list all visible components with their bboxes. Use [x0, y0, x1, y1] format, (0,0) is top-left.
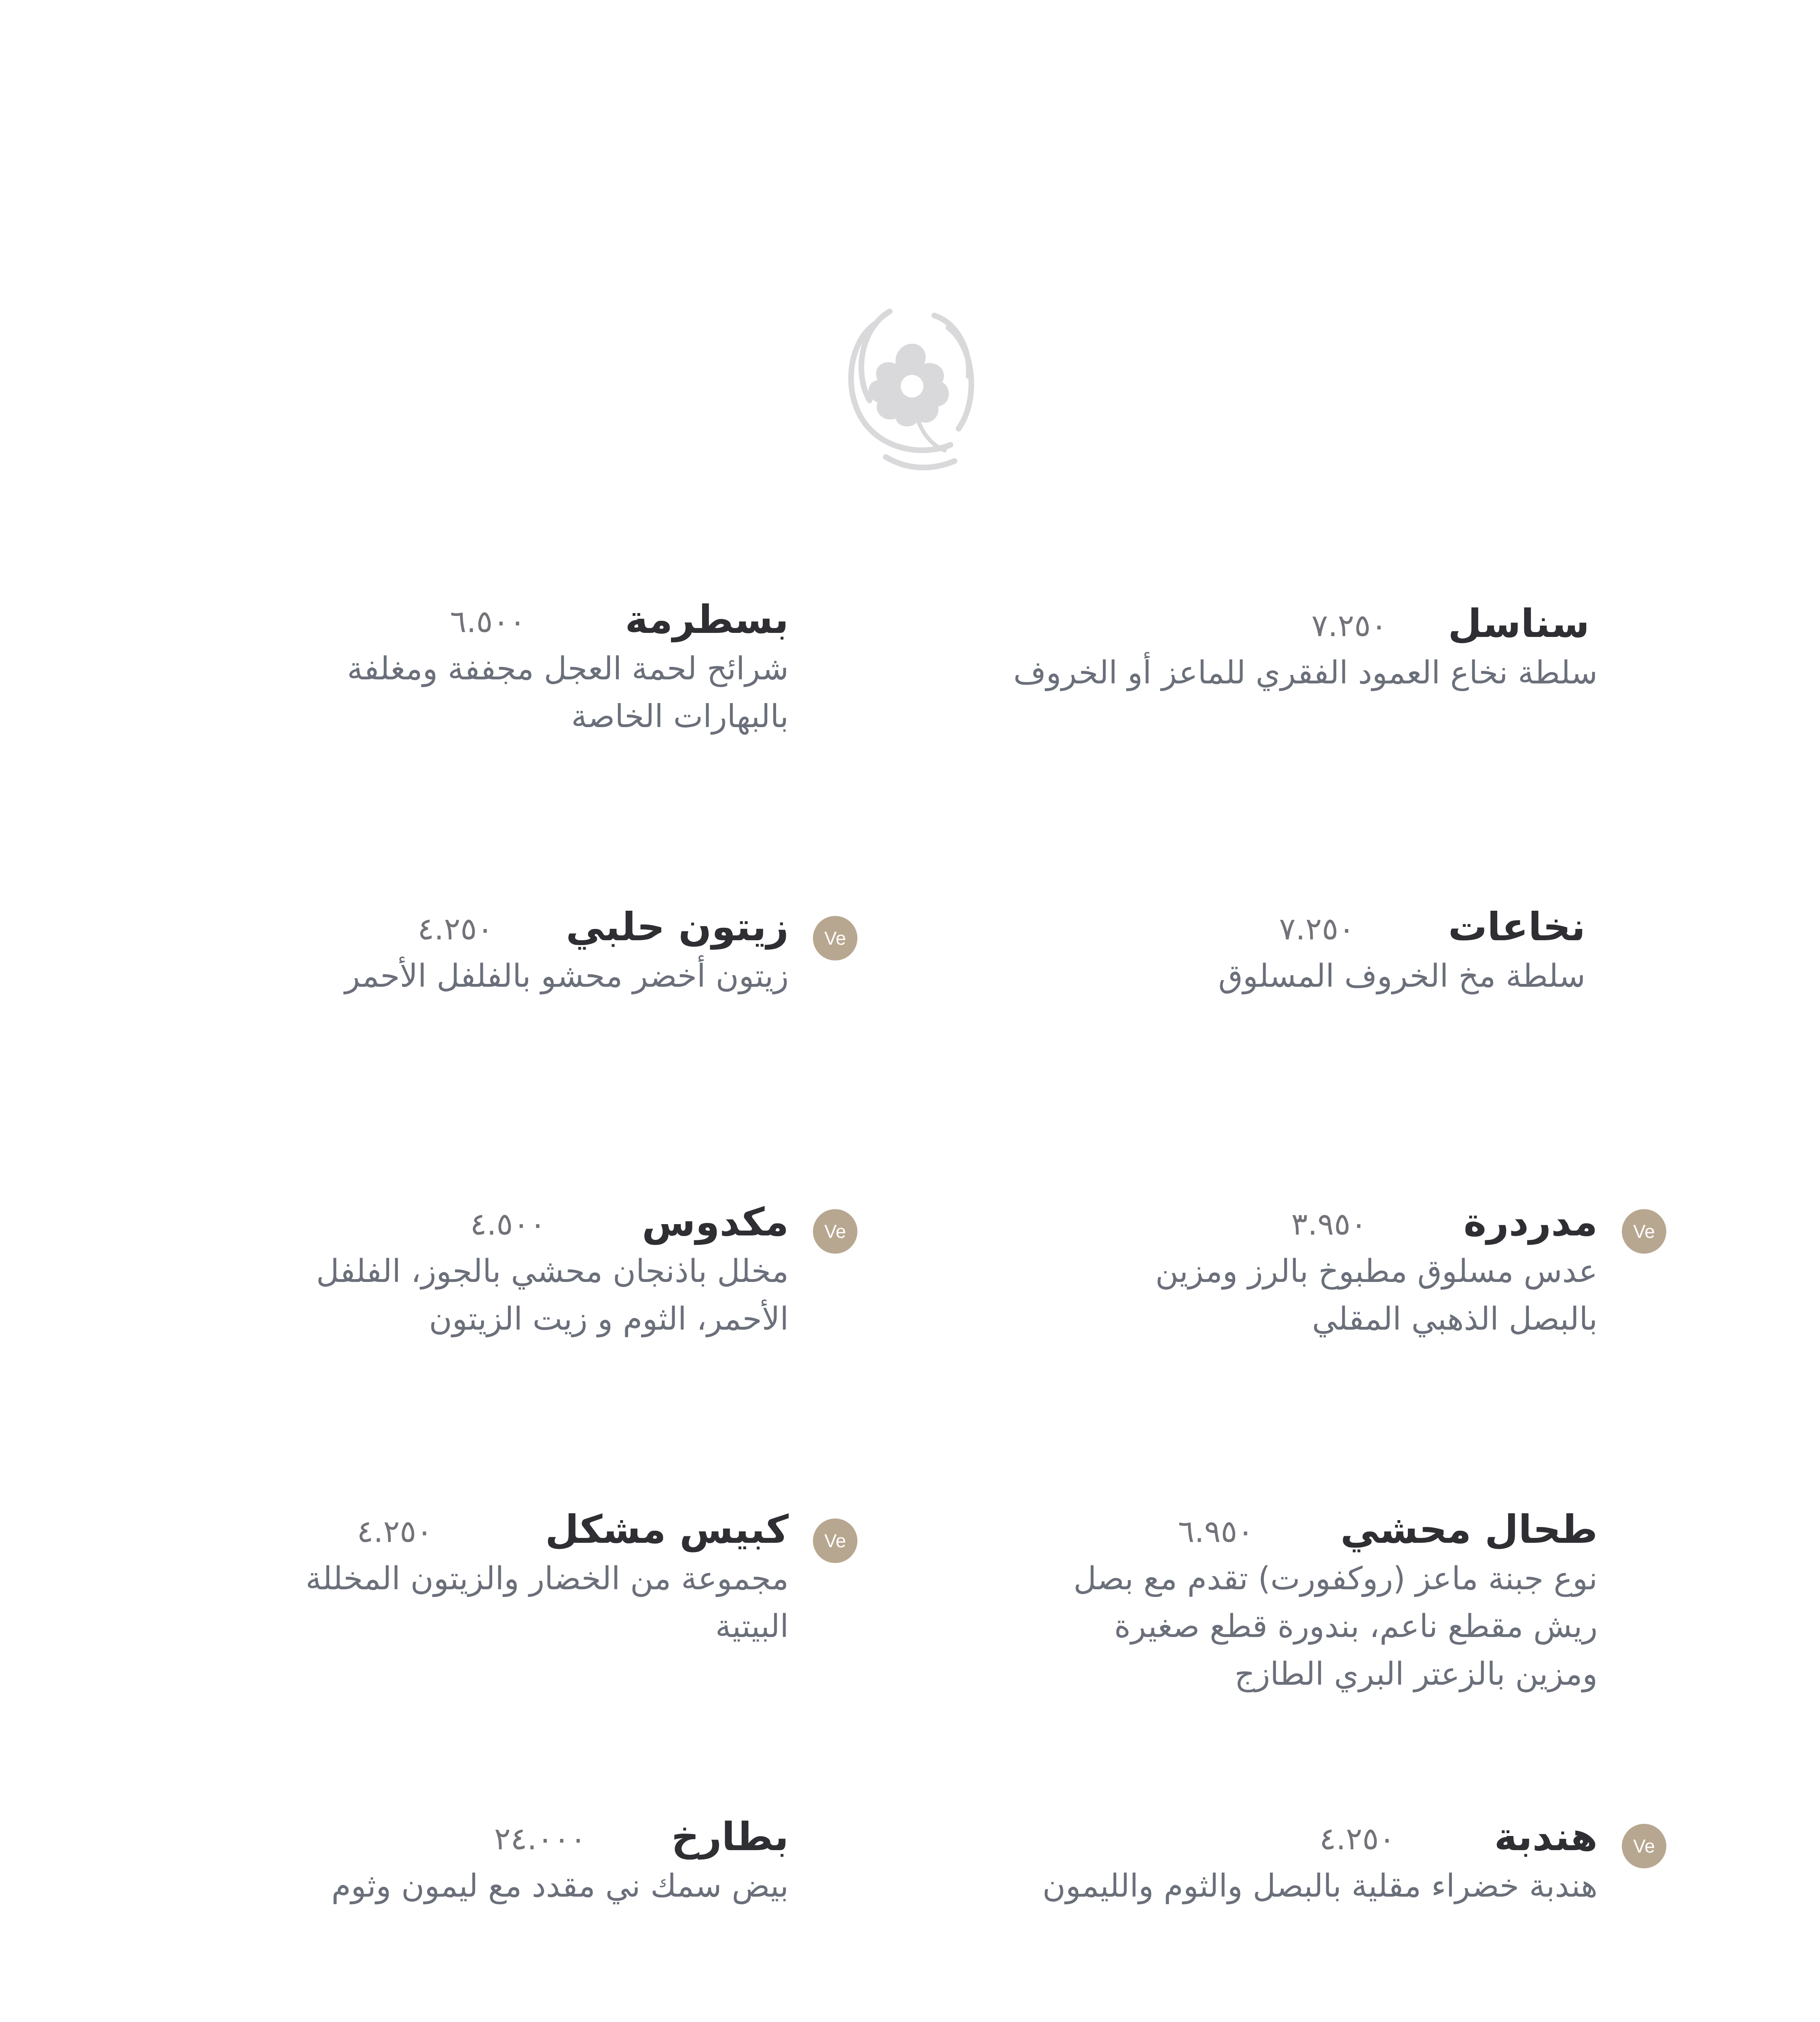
item-price: ٤.٢٥٠: [417, 911, 493, 947]
item-name: كبيس مشكل: [545, 1507, 789, 1552]
menu-item: [1035, 1812, 1598, 1910]
item-name: نخاعات: [1448, 904, 1585, 950]
item-name: بسطرمة: [625, 597, 789, 642]
item-name: سناسل: [1448, 601, 1589, 646]
item-description: سلطة مخ الخروف المسلوق: [1218, 958, 1585, 994]
menu-item: [239, 1197, 789, 1343]
item-price: ٧.٢٥٠: [1279, 911, 1355, 947]
item-price: ٧.٢٥٠: [1311, 607, 1387, 643]
item-price: ٤.٥٠٠: [470, 1206, 546, 1242]
item-price: ٤.٢٥٠: [357, 1513, 433, 1549]
item-description: بيض سمك ني مقدد مع ليمون وثوم: [331, 1868, 789, 1904]
item-description: زيتون أخضر محشو بالفلفل الأحمر: [345, 958, 789, 994]
item-price: ٢٤.٠٠٠: [494, 1821, 586, 1857]
item-description: شرائح لحمة العجل مجففة ومغلفة بالبهارات الخاصة: [347, 651, 789, 735]
item-name: زيتون حلبي: [566, 904, 789, 950]
vegan-badge: Ve: [813, 916, 857, 960]
item-name: مدردرة: [1463, 1199, 1598, 1245]
vegan-badge: Ve: [1622, 1824, 1666, 1868]
vegan-badge: Ve: [1622, 1209, 1666, 1254]
menu-item: [1011, 902, 1598, 1000]
item-name: هندبة: [1494, 1814, 1598, 1859]
item-description: نوع جبنة ماعز (روكفورت) تقدم مع بصل ريش مقطع ناعم، بندورة قطع صغيرة ومزين بالزعتر البري الطازج: [1073, 1561, 1598, 1692]
menu-item: [239, 594, 789, 740]
item-name: طحال محشي: [1340, 1507, 1598, 1552]
item-price: ٣.٩٥٠: [1291, 1206, 1367, 1242]
menu-item: [1011, 599, 1598, 697]
menu-item: [1011, 1197, 1598, 1343]
flower-emblem-icon: [837, 299, 987, 477]
menu-item: [1035, 1504, 1598, 1698]
menu-item: [239, 1504, 789, 1650]
item-price: ٦.٩٥٠: [1178, 1513, 1254, 1549]
item-name: مكدوس: [642, 1199, 789, 1245]
item-description: سلطة نخاع العمود الفقري للماعز أو الخروف: [1013, 655, 1598, 691]
item-price: ٤.٢٥٠: [1319, 1821, 1395, 1857]
menu-item: [239, 1812, 789, 1910]
vegan-badge: Ve: [813, 1209, 857, 1254]
item-description: هندبة خضراء مقلية بالبصل والثوم والليمون: [1042, 1868, 1598, 1904]
item-name: بطارخ: [671, 1814, 789, 1859]
item-description: عدس مسلوق مطبوخ بالرز ومزين بالبصل الذهبي المقلي: [1155, 1253, 1598, 1337]
vegan-badge: Ve: [813, 1519, 857, 1563]
menu-item: [239, 902, 789, 1000]
item-description: مخلل باذنجان محشي بالجوز، الفلفل الأحمر، الثوم و زيت الزيتون: [316, 1253, 789, 1337]
item-description: مجموعة من الخضار والزيتون المخللة البيتية: [305, 1561, 789, 1645]
item-price: ٦.٥٠٠: [450, 603, 526, 639]
